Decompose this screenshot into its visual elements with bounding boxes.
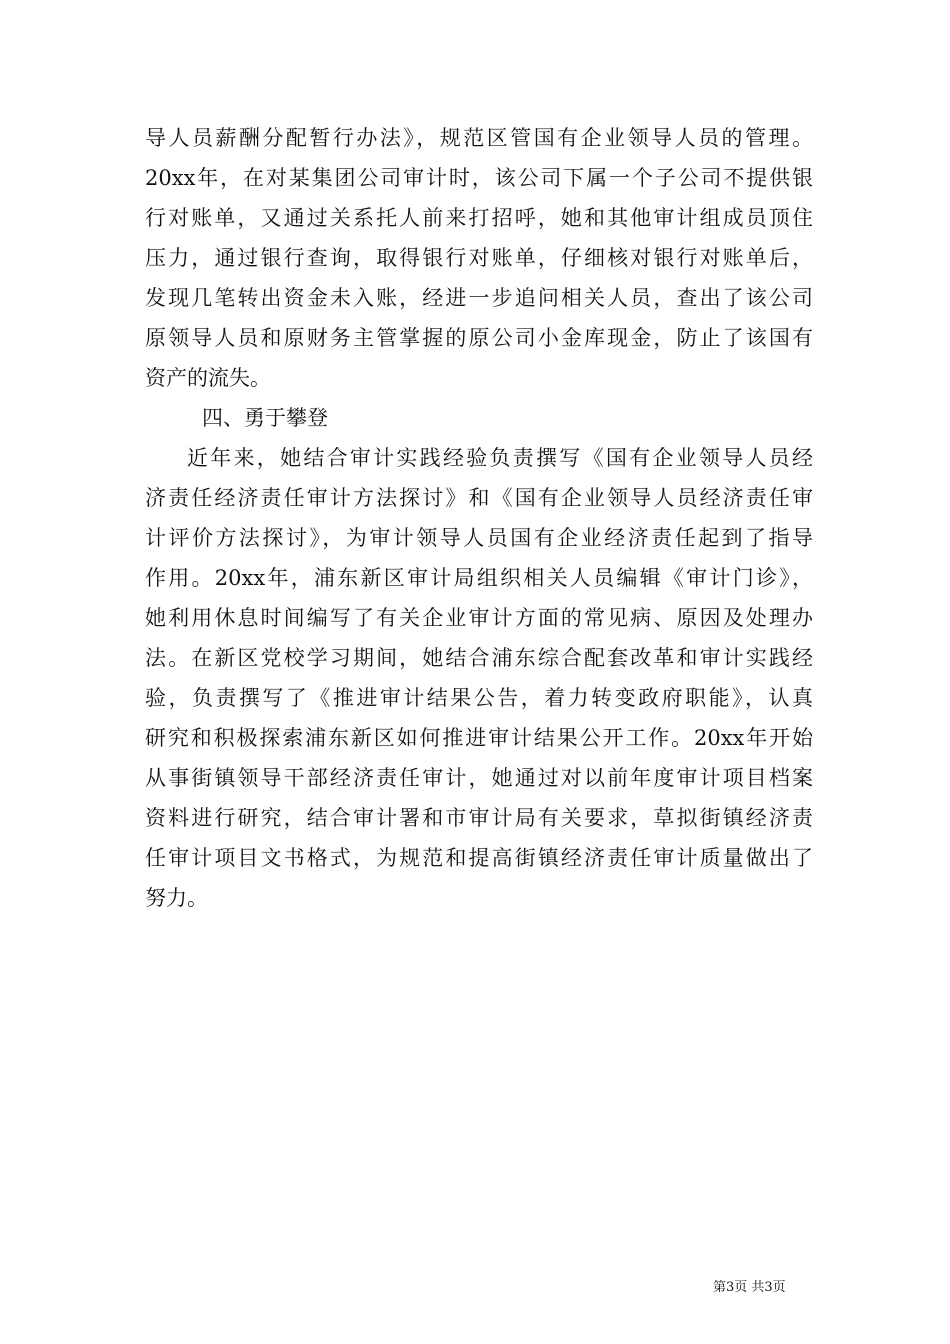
section-heading: 四、勇于攀登 (202, 406, 328, 430)
paragraph-line: 从事街镇领导干部经济责任审计，她通过对以前年度审计项目档案 (145, 766, 813, 790)
body-text (145, 118, 813, 918)
paragraph-line: 作用。20xx年，浦东新区审计局组织相关人员编辑《审计门诊》， (145, 566, 813, 590)
paragraph-line: 原领导人员和原财务主管掌握的原公司小金库现金，防止了该国有 (145, 326, 813, 350)
paragraph-line: 任审计项目文书格式，为规范和提高街镇经济责任审计质量做出了 (145, 846, 813, 870)
paragraph-line: 20xx年，在对某集团公司审计时，该公司下属一个子公司不提供银 (145, 166, 813, 190)
paragraph-line: 法。在新区党校学习期间，她结合浦东综合配套改革和审计实践经 (145, 646, 813, 670)
paragraph-line: 研究和积极探索浦东新区如何推进审计结果公开工作。20xx年开始 (145, 726, 813, 750)
paragraph-line: 资产的流失。 (145, 366, 271, 390)
paragraph-line: 她利用休息时间编写了有关企业审计方面的常见病、原因及处理办 (145, 606, 813, 630)
paragraph-line: 济责任经济责任审计方法探讨》和《国有企业领导人员经济责任审 (145, 486, 813, 510)
paragraph-line: 资料进行研究，结合审计署和市审计局有关要求，草拟街镇经济责 (145, 806, 813, 830)
paragraph-line: 近年来，她结合审计实践经验负责撰写《国有企业领导人员经 (187, 446, 813, 470)
paragraph-line: 计评价方法探讨》，为审计领导人员国有企业经济责任起到了指导 (145, 526, 813, 550)
paragraph-line: 努力。 (145, 886, 208, 910)
paragraph-line: 发现几笔转出资金未入账，经进一步追问相关人员，查出了该公司 (145, 286, 813, 310)
paragraph-line: 验，负责撰写了《推进审计结果公告，着力转变政府职能》，认真 (145, 686, 813, 710)
paragraph-line: 行对账单，又通过关系托人前来打招呼，她和其他审计组成员顶住 (145, 206, 813, 230)
page-number-footer: 第3页 共3页 (713, 1280, 786, 1295)
paragraph-line: 导人员薪酬分配暂行办法》，规范区管国有企业领导人员的管理。 (145, 126, 813, 150)
paragraph-line: 压力，通过银行查询，取得银行对账单，仔细核对银行对账单后， (145, 246, 813, 270)
